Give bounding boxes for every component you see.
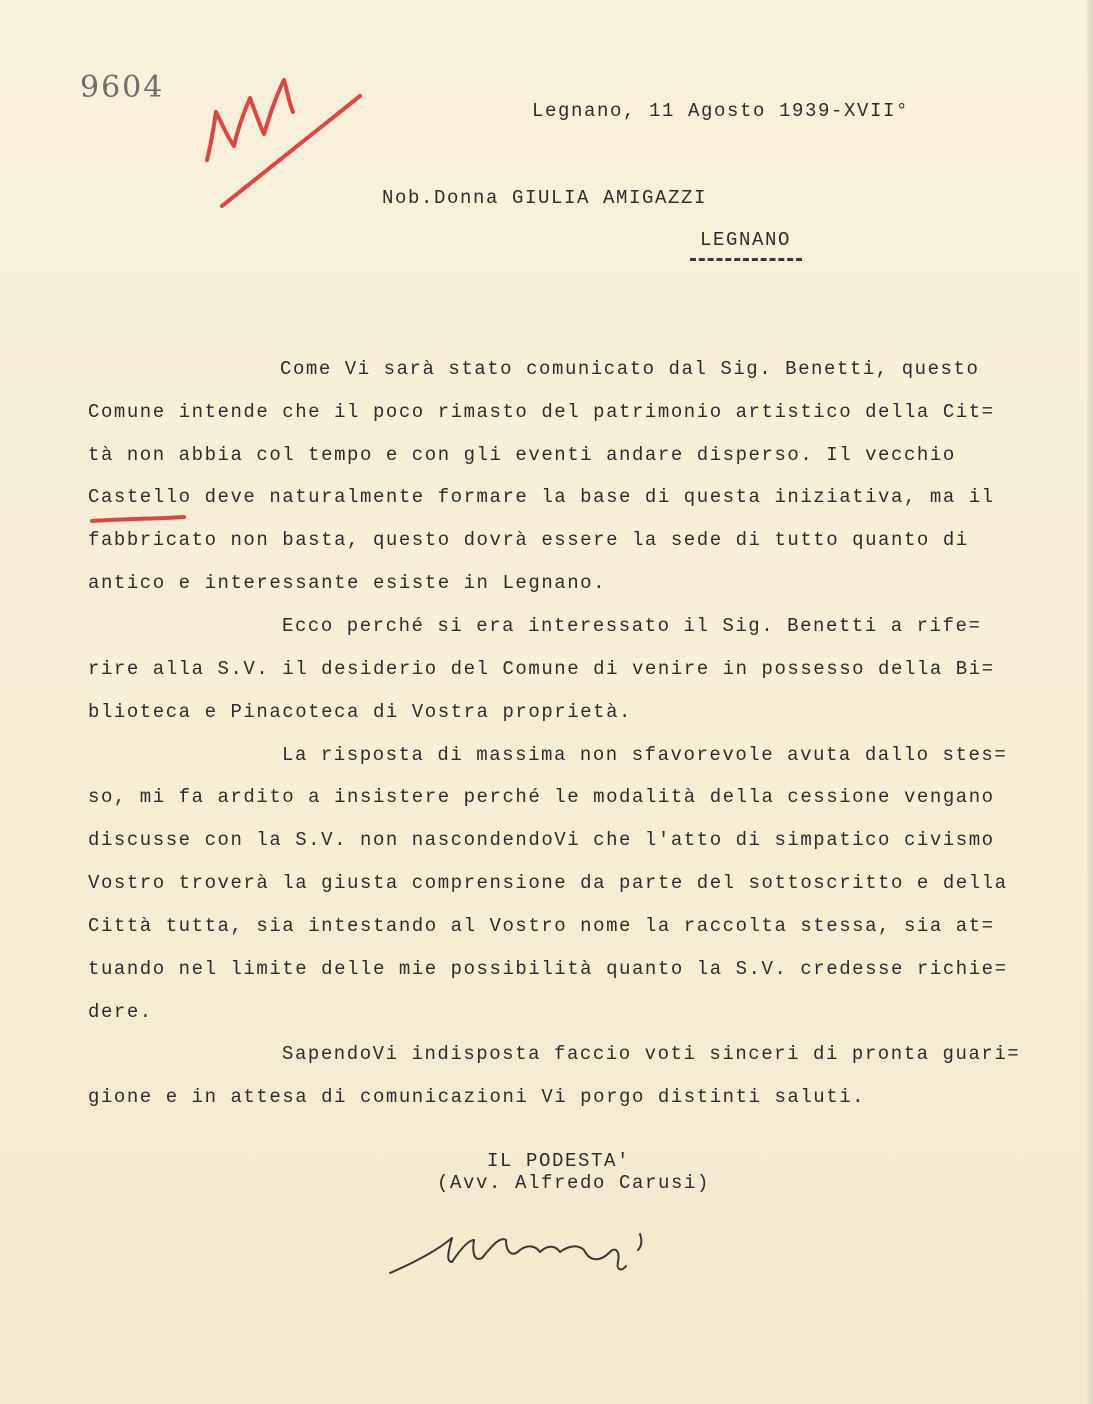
signature-name: (Avv. Alfredo Carusi) bbox=[437, 1172, 711, 1194]
red-pencil-mark bbox=[207, 80, 360, 206]
date-line: Legnano, 11 Agosto 1939-XVII° bbox=[532, 100, 910, 122]
body-line: blioteca e Pinacoteca di Vostra proprietà. bbox=[88, 701, 632, 723]
body-line: Come Vi sarà stato comunicato dal Sig. Benetti, questo bbox=[280, 358, 980, 380]
body-line: Città tutta, sia intestando al Vostro nome la raccolta stessa, sia at= bbox=[88, 915, 995, 937]
recipient-name: Nob.Donna GIULIA AMIGAZZI bbox=[382, 187, 708, 209]
body-line: SapendoVi indisposta faccio voti sinceri di pronta guari= bbox=[282, 1043, 1021, 1065]
red-underline bbox=[92, 517, 184, 521]
body-line: Ecco perché si era interessato il Sig. Benetti a rife= bbox=[282, 615, 982, 637]
body-line: gione e in attesa di comunicazioni Vi porgo distinti saluti. bbox=[88, 1086, 866, 1108]
body-line: discusse con la S.V. non nascondendoVi che l'atto di simpatico civismo bbox=[88, 829, 995, 851]
body-line: Comune intende che il poco rimasto del patrimonio artistico della Cit= bbox=[88, 401, 995, 423]
body-line: antico e interessante esiste in Legnano. bbox=[88, 572, 607, 594]
body-line: dere. bbox=[88, 1001, 153, 1023]
body-line: Castello deve naturalmente formare la base di questa iniziativa, ma il bbox=[88, 486, 995, 508]
body-line: fabbricato non basta, questo dovrà essere la sede di tutto quanto di bbox=[88, 529, 969, 551]
handwritten-signature bbox=[390, 1234, 641, 1273]
body-line: so, mi fa ardito a insistere perché le modalità della cessione vengano bbox=[88, 786, 995, 808]
body-line: Vostro troverà la giusta comprensione da parte del sottoscritto e della bbox=[88, 872, 1008, 894]
recipient-city: LEGNANO bbox=[700, 229, 792, 251]
body-line: rire alla S.V. il desiderio del Comune di venire in possesso della Bi= bbox=[88, 658, 995, 680]
protocol-number: 9604 bbox=[80, 70, 165, 105]
body-line: tà non abbia col tempo e con gli eventi andare disperso. Il vecchio bbox=[88, 444, 956, 466]
signature-title: IL PODESTA' bbox=[487, 1150, 631, 1172]
body-line: tuando nel limite delle mie possibilità quanto la S.V. credesse richie= bbox=[88, 958, 1008, 980]
body-line: La risposta di massima non sfavorevole avuta dallo stes= bbox=[282, 744, 1008, 766]
